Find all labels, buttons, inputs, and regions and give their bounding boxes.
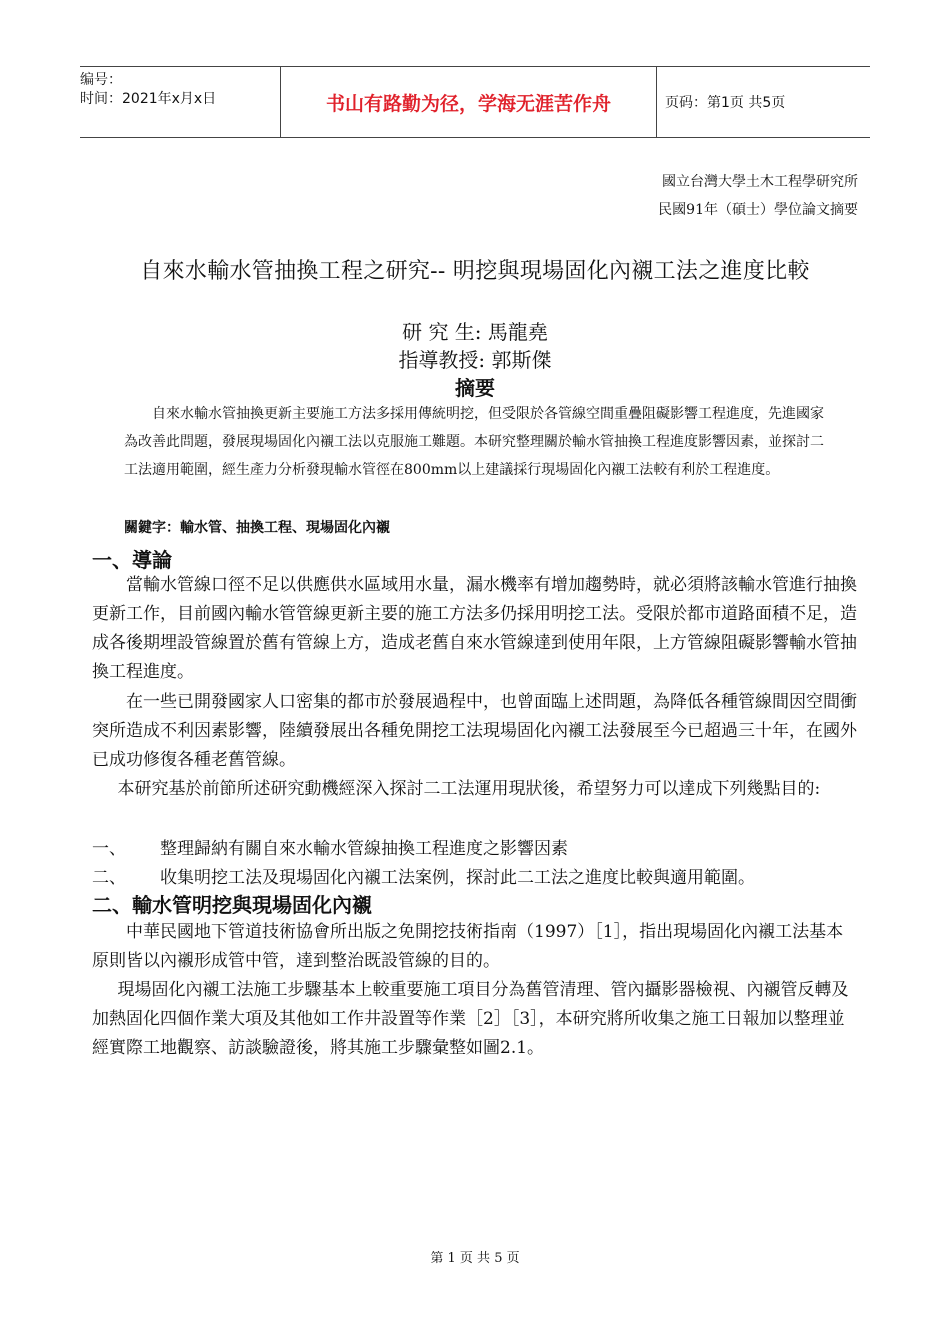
list-item: 一、 整理歸納有關自來水輸水管線抽換工程進度之影響因素 [92,839,568,859]
section1-paragraph3: 本研究基於前節所述研究動機經深入探討二工法運用現狀後，希望努力可以達成下列幾點目的: [117,779,821,799]
header-motto: 书山有路勤为径，学海无涯苦作舟 [280,67,657,137]
list-item: 二、 收集明挖工法及現場固化內襯工法案例，探討此二工法之進度比較與適用範圍。 [92,868,755,888]
abstract-heading: 摘要 [455,376,495,400]
section1-heading: 一、導論 [92,548,172,572]
researcher-line: 研 究 生: 馬龍堯 [402,320,548,344]
header-meta [80,67,280,137]
thesis-title: 自來水輸水管抽換工程之研究-- 明挖與現場固化內襯工法之進度比較 [140,259,810,284]
page-header [80,66,870,138]
section1-paragraph2: 在一些已開發國家人口密集的都市於發展過程中，也曾面臨上述問題，為降低各種管線間因空間衝突所造成不利因素影響，陸續發展出各種免開挖工法現場固化內襯工法發展至今已超過三十年，在國外已成功修復各種老舊管線。 [92,692,857,770]
section2-paragraph2: 現場固化內襯工法施工步驟基本上較重要施工項目分為舊管清理、管內攝影器檢視、內襯管反轉及加熱固化四個作業大項及其他如工作井設置等作業［2］［3］，本研究將所收集之施工日報加以整理並經實際工地觀察、訪談驗證後，將其施工步驟彙整如圖2.1。 [92,980,849,1058]
section1-paragraph1: 當輸水管線口徑不足以供應供水區域用水量，漏水機率有增加趨勢時，就必須將該輸水管進行抽換更新工作，目前國內輸水管管線更新主要的施工方法多仍採用明挖工法。受限於都市道路面積不足，造成各後期埋設管線置於舊有管線上方，造成老舊自來水管線達到使用年限，上方管線阻礙影響輸水管抽換工程進度。 [92,575,857,682]
page-footer: 第 1 页 共 5 页 [430,1251,520,1266]
section2-heading: 二、輸水管明挖與現場固化內襯 [92,893,372,917]
institution-line2: 民國91年（碩士）學位論文摘要 [658,202,858,218]
section2-paragraph1: 中華民國地下管道技術協會所出版之免開挖技術指南（1997）［1］，指出現場固化內襯工法基本原則皆以內襯形成管中管，達到整治既設管線的目的。 [92,922,844,971]
abstract-text: 自來水輸水管抽換更新主要施工方法多採用傳統明挖，但受限於各管線空間重疊阻礙影響工程進度，先進國家為改善此問題，發展現場固化內襯工法以克服施工難題。本研究整理關於輸水管抽換工程進度影響因素，並探討二工法適用範圍，經生產力分析發現輸水管徑在800mm以上建議採行現場固化內襯工法較有利於工程進度。 [124,406,824,478]
header-page-info: 页码：第1页 共5页 [665,95,786,111]
institution-line1: 國立台灣大學土木工程學研究所 [662,174,858,190]
code-label: 编号： [80,72,122,88]
time-label: 时间：2021年x月x日 [80,91,217,107]
advisor-line: 指導教授: 郭斯傑 [398,348,552,372]
keywords: 關鍵字：輸水管、抽換工程、現場固化內襯 [124,520,390,536]
